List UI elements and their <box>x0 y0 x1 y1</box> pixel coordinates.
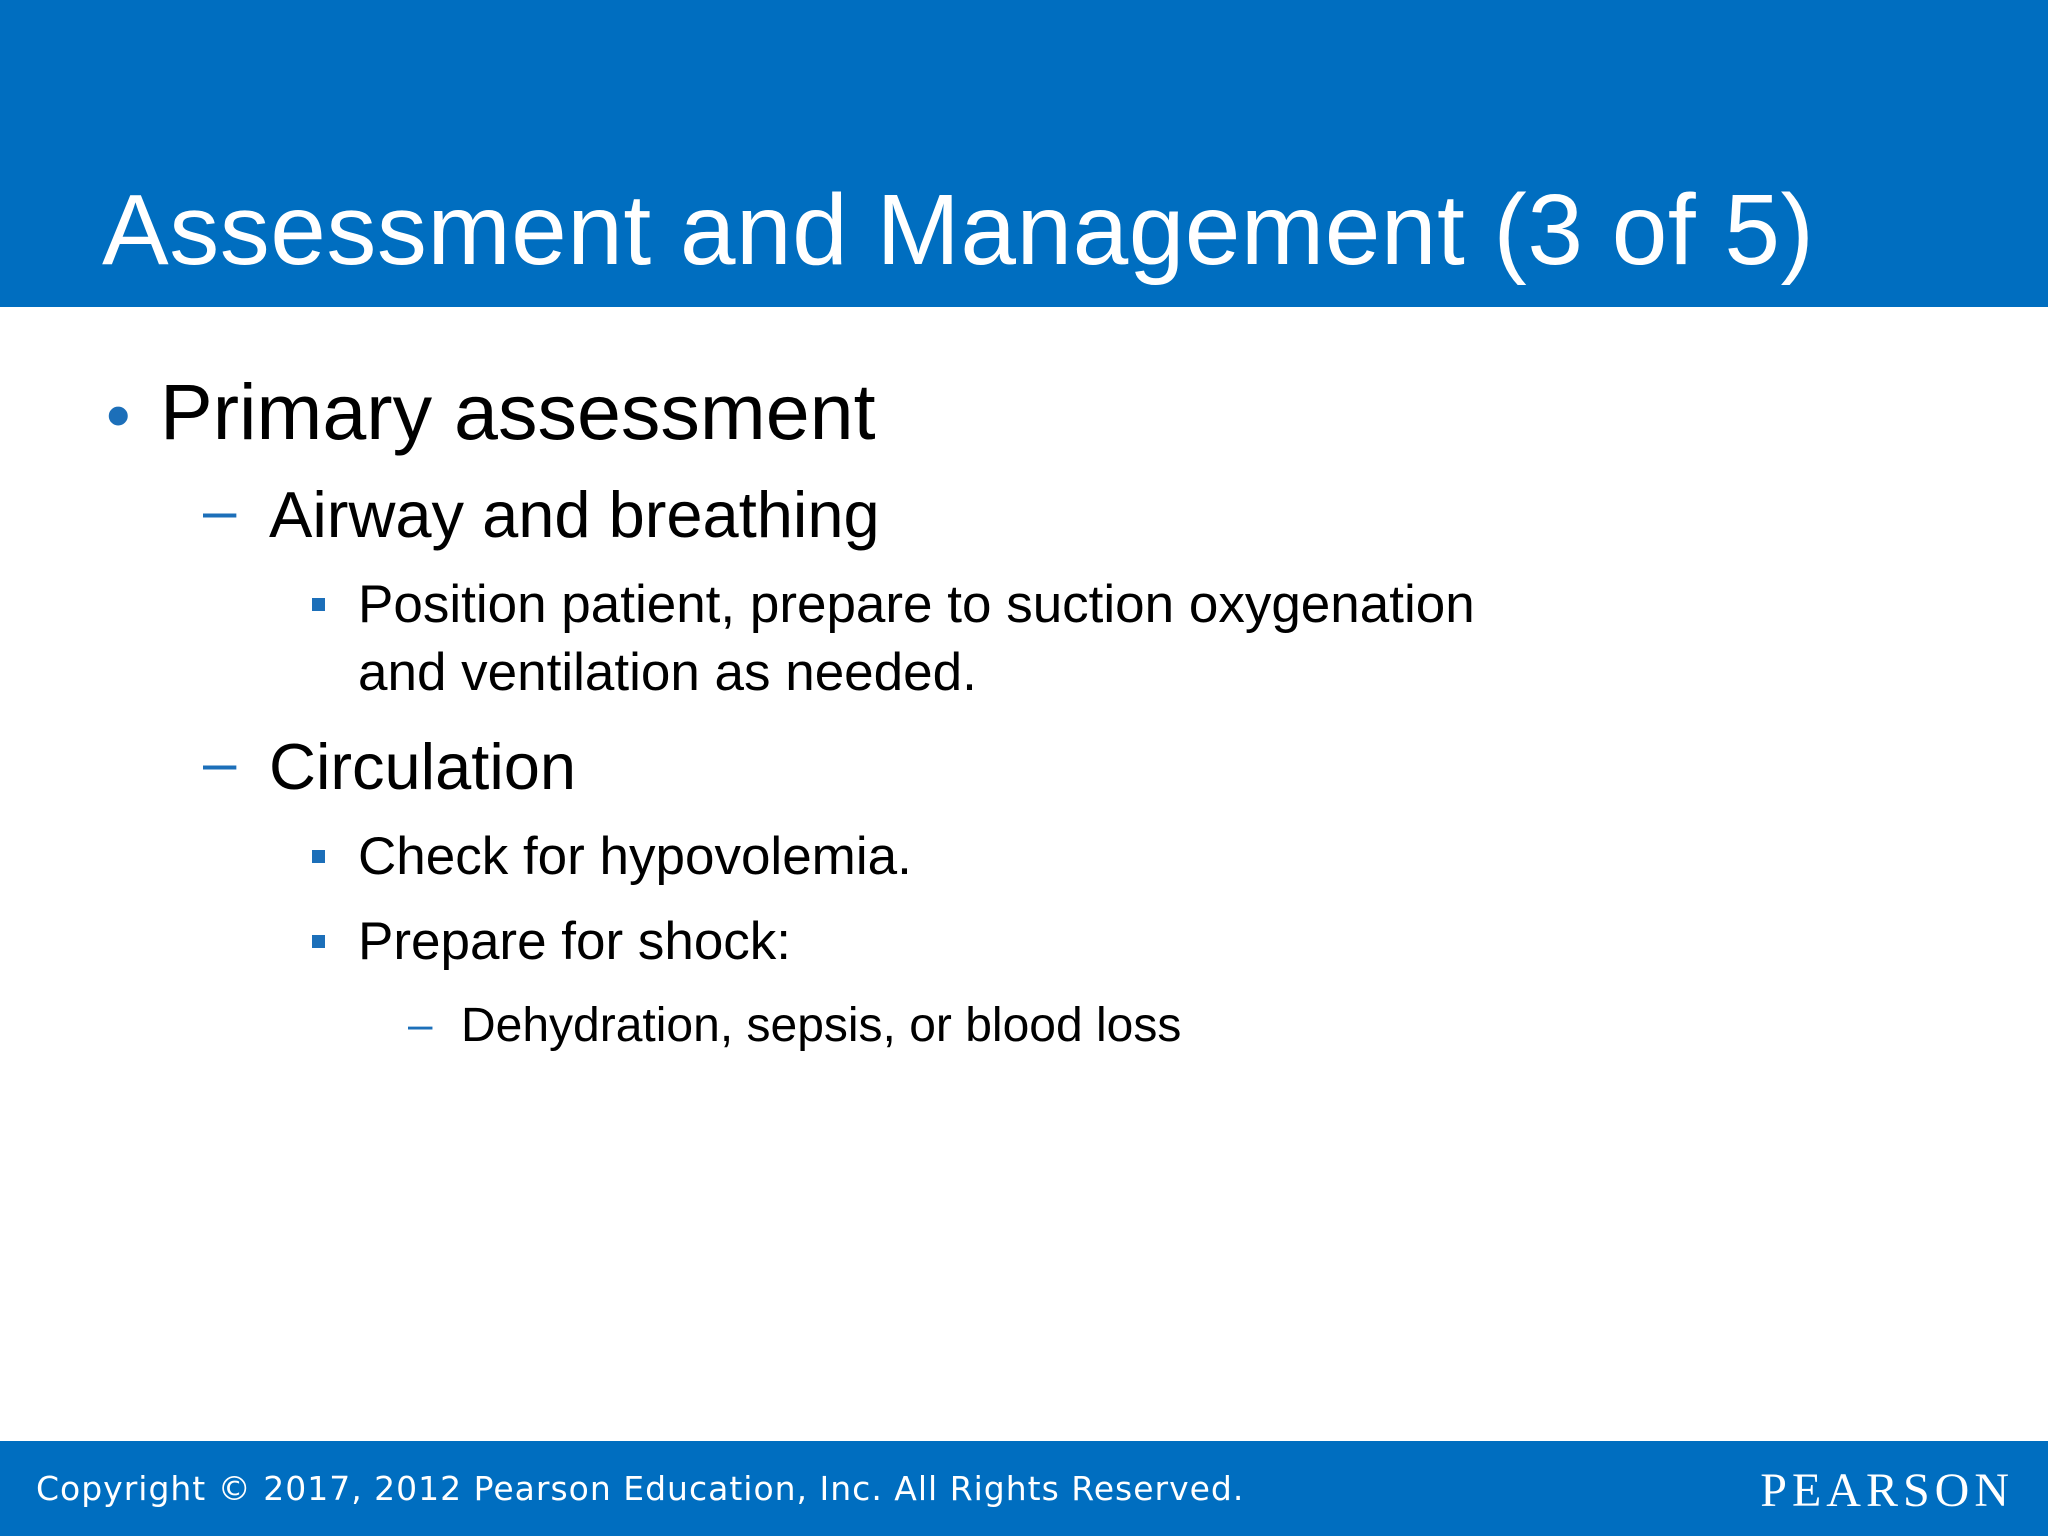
sub-bullet-text: Airway and breathing <box>269 478 880 551</box>
square-bullet-icon <box>312 935 325 948</box>
footer-bar <box>0 1441 2048 1536</box>
sub-bullet-text: Circulation <box>269 730 577 803</box>
square-bullet-icon <box>312 598 325 611</box>
pearson-logo: PEARSON <box>1760 1464 2014 1517</box>
dash-bullet-icon: – <box>203 477 237 544</box>
bullet-text: Primary assessment <box>160 367 876 456</box>
copyright-notice: Copyright © 2017, 2012 Pearson Education, Inc. All Rights Reserved. <box>36 1469 1245 1508</box>
sub-sub-bullet-line-1: Position patient, prepare to suction oxygenation <box>358 575 1475 634</box>
sub-sub-bullet-text: Check for hypovolemia. <box>358 827 912 886</box>
square-bullet-icon <box>312 850 325 863</box>
sub-sub-bullet-text: Prepare for shock: <box>358 912 792 971</box>
dash-bullet-icon: – <box>408 1000 433 1049</box>
dash-bullet-icon: – <box>203 729 237 796</box>
slide-title: Assessment and Management (3 of 5) <box>102 174 1815 286</box>
level-4-bullet-text: Dehydration, sepsis, or blood loss <box>461 999 1182 1052</box>
round-bullet-icon: • <box>106 376 131 454</box>
sub-sub-bullet-line-2: and ventilation as needed. <box>358 643 977 702</box>
